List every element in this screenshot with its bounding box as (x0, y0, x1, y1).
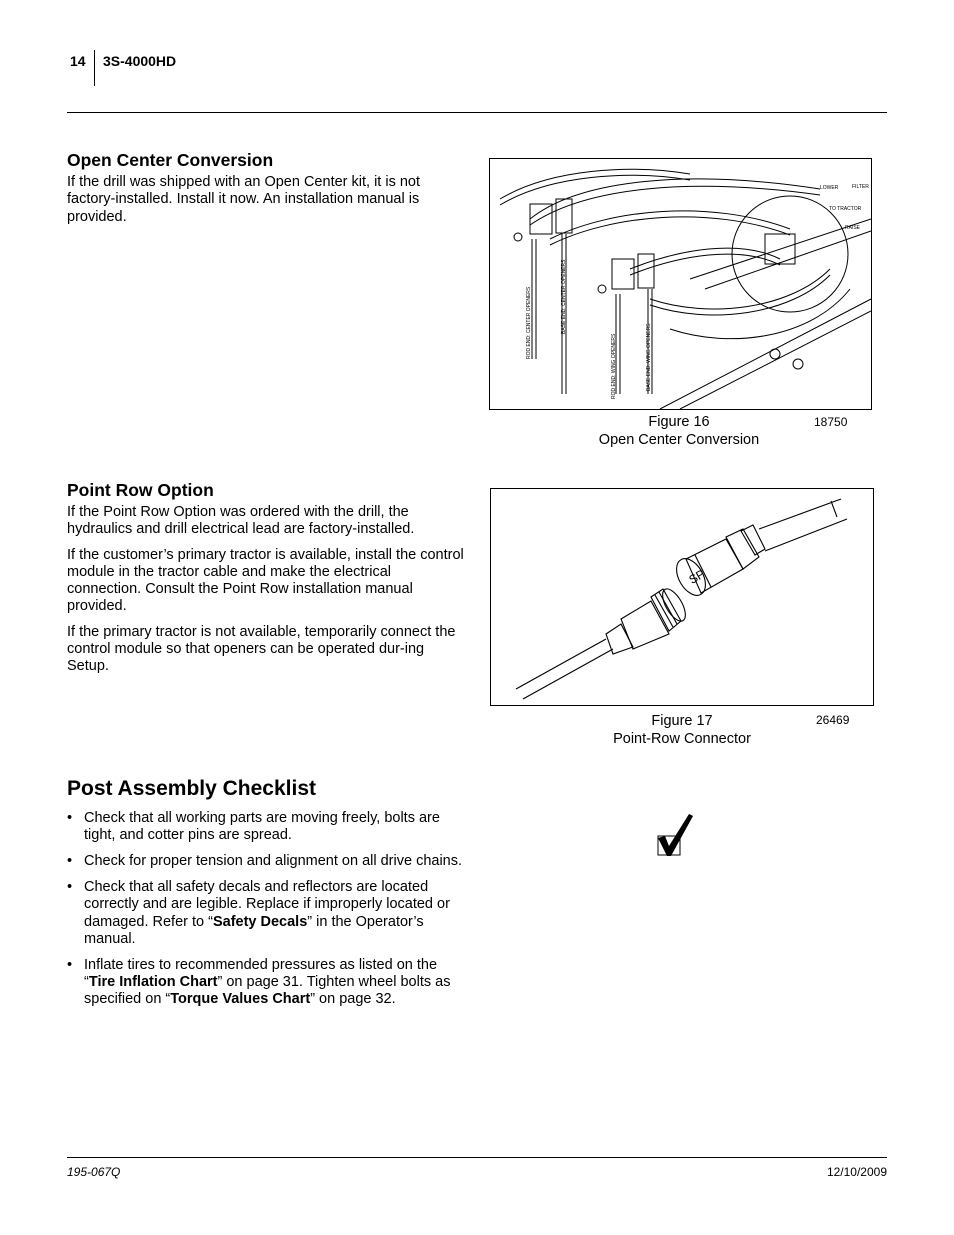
label-rod-center: ROD END: CENTER OPENERS (526, 286, 532, 359)
checklist-item: • Inflate tires to recommended pressures as listed on the “Tire Inflation Chart” on page 31. Tighten wheel bolts as specified on “Torque Values Chart” on page 32. (67, 957, 465, 1009)
point-row-paragraph: If the Point Row Option was ordered with the drill, the hydraulics and drill electrical lead are factory-installed. (67, 504, 415, 538)
figure-17-number: Figure 17 (651, 713, 713, 729)
label-base-center: BASE END: CENTER OPENERS (561, 259, 567, 334)
hydraulic-diagram (490, 159, 871, 409)
doc-date: 12/10/2009 (826, 1165, 887, 1179)
footer-rule (67, 1157, 887, 1158)
checklist-section (67, 777, 465, 1017)
page-number: 14 (70, 53, 86, 69)
checklist-list (67, 810, 465, 1009)
label-raise: RAISE (845, 225, 861, 231)
open-center-body: If the drill was shipped with an Open Center kit, it is not factory-installed. Install it now. An installation manual is provided. (67, 174, 421, 225)
figure-16-part-number: 18750 (814, 415, 848, 429)
figure-16-illustration (489, 158, 872, 410)
doc-number: 195-067Q (67, 1165, 121, 1179)
header-divider (94, 50, 95, 86)
checkmark-icon (655, 812, 697, 863)
point-row-paragraph: If the primary tractor is not available, temporarily connect the control module so that openers can be operated dur-ing Setup. (67, 623, 456, 675)
checklist-item: • Check that all working parts are moving freely, bolts are tight, and cotter pins are spread. (67, 810, 465, 845)
label-rod-wing: ROD END: WING OPENERS (611, 333, 617, 399)
point-row-section (67, 480, 465, 676)
header-rule (67, 112, 887, 113)
open-center-section (67, 150, 465, 226)
label-to-tractor: TO TRACTOR (829, 206, 862, 212)
connector-diagram (491, 489, 873, 705)
label-filter: FILTER (852, 184, 869, 190)
checklist-item: • Check for proper tension and alignment on all drive chains. (67, 853, 465, 870)
figure-17-part-number: 26469 (816, 713, 850, 727)
checklist-item: • Check that all safety decals and reflectors are located correctly and are legible. Replace if improperly located or damaged. Refer to “Safety Decals” in the Operator’s manual. (67, 879, 465, 948)
figure-17-caption (582, 713, 782, 748)
figure-17-illustration (490, 488, 874, 706)
figure-16-number: Figure 16 (648, 414, 710, 430)
label-lower: LOWER (820, 185, 839, 191)
model-title: 3S-4000HD (103, 53, 177, 69)
connector-mark: SP (686, 566, 708, 587)
point-row-paragraph: If the customer’s primary tractor is available, install the control module in the tractor cable and make the electrical connection. Consult the Point Row installation manual provided. (67, 546, 464, 615)
checklist-heading: Post Assembly Checklist (67, 777, 316, 800)
figure-16-caption (579, 414, 779, 449)
label-base-wing: BASE END: WING OPENERS (646, 323, 652, 391)
point-row-heading: Point Row Option (67, 480, 214, 500)
open-center-heading: Open Center Conversion (67, 150, 274, 170)
figure-16-title: Open Center Conversion (598, 431, 760, 448)
figure-17-title: Point-Row Connector (613, 730, 751, 747)
